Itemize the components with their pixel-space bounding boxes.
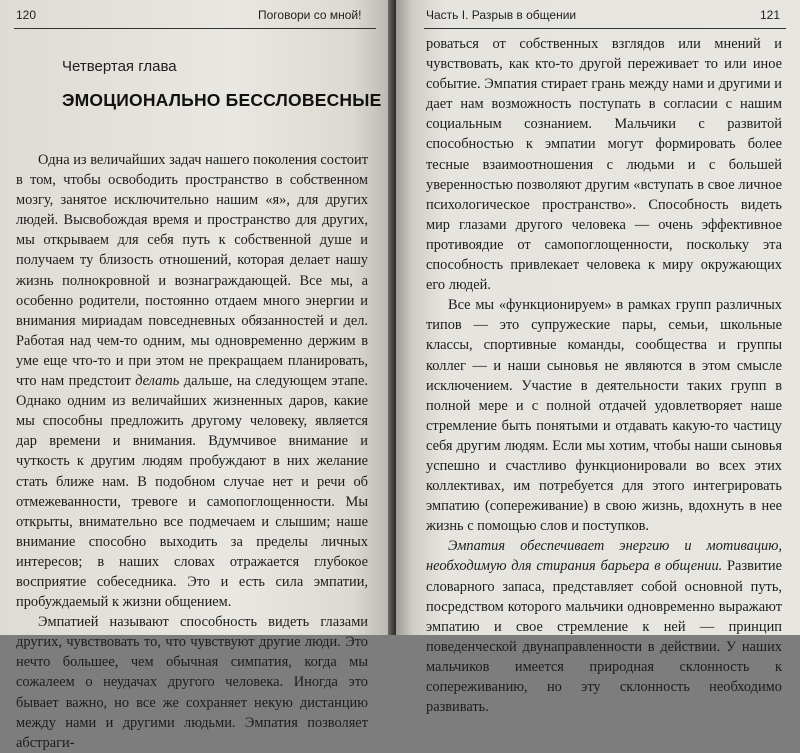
right-body-text [426, 34, 782, 717]
left-paragraph-1-start: Одна из величайших задач нашего поколения состоит в том, чтобы освободить пространство в собственном мозгу, занятое исключительно нашим «я», для других людей. Высвобождая время и пространство для других, мы открываем для себя путь к собственной душе и получаем ту близость отношений, которая делает нашу жизнь полнокровной и вознаграждающей. Все мы, а особенно родители, постоянно отдаем много энергии и внимания мириадам повседневных обязанностей и дел. Работая над чем-то одним, мы одновременно держим в уме еще что-то и при этом не прекращаем планировать, что нам предстоит [16, 152, 368, 390]
right-paragraph-3-end: Развитие словарного запаса, представляет собой основной путь, посредством которого мальчики одновременно выражают эмпатию и свое стремление к ней — принцип поведенческой двунаправленности в действии. У наших мальчиков имеется природная склонность к сопереживанию, но эту склонность необходимо развивать. [426, 558, 782, 716]
right-paragraph-3-italic: Эмпатия обеспечивает энергию и мотивацию, необходимую для стирания барьера в общении. [426, 538, 782, 575]
left-header-rule [14, 28, 376, 29]
left-running-title: Поговори со мной! [258, 8, 362, 22]
right-paragraph-3 [426, 536, 782, 717]
left-paragraph-1-italic: делать [135, 373, 180, 390]
left-body-text [16, 150, 368, 753]
left-page [0, 0, 392, 751]
chapter-label: Четвертая глава [62, 58, 177, 75]
right-page-number: 121 [760, 8, 781, 22]
left-page-number: 120 [16, 8, 37, 22]
left-paragraph-1-end: дальше, на следующем этапе. Однако одним из величайших жизненных даров, какие мы способны предложить другому человеку, является дар времени и внимания. Вдумчивое внимание и чуткость к другим людям пробуждают в них желание стать ближе нам. В подобном случае нет и речи об отмежеванности, тревоге и самопоглощенности. Мы открыты, внимательно все подмечаем и слышим; наше внимание способно выходить за пределы личных интересов; в наших словах отражается глубокое восприятие собеседника. Это и есть сила эмпатии, пробуждаемый к жизни общением. [16, 373, 368, 611]
chapter-title: ЭМОЦИОНАЛЬНО БЕССЛОВЕСНЫЕ [62, 90, 382, 110]
left-paragraph-1 [16, 150, 368, 612]
right-paragraph-2: Все мы «функционируем» в рамках групп различных типов — это супружеские пары, семьи, школьные классы, спортивные команды, сообщества и группы коллег — и наши сыновья не являются в этом смысле исключением. Участие в деятельности таких групп в полной мере и с полной отдачей удовлетворяет наше стремление быть понятыми и отдавать какую-то частицу себя другим людям. Если мы хотим, чтобы наши сыновья успешно и счастливо функционировали во всех этих коллективах, им потребуется для этого интегрировать эмпатию (сопереживание) в свою жизнь, вдохнуть в нее жизнь с помощью слов и поступков. [426, 297, 782, 535]
right-header-rule [424, 28, 786, 29]
right-page [396, 0, 800, 716]
right-paragraph-1: роваться от собственных взглядов или мнений и чувствовать, как кто-то другой переживает то или иное событие. Эмпатия стирает грань между нами и другими и дает нам возможность поступать в согласии с нашим социальным сознанием. Мальчики с развитой способностью к эмпатии могут формировать более тесные взаимоотношения с людьми и с большей уверенностью позволяют другим «вступать в свое личное психологическое пространство». Способность видеть мир глазами другого человека — очень эффективное противоядие от самопоглощенности, поскольку эта способность привлекает человека к миру окружающих его людей. [426, 36, 782, 294]
right-running-title: Часть I. Разрыв в общении [426, 8, 577, 22]
left-paragraph-2: Эмпатией называют способность видеть глазами других, чувствовать то, что чувствуют другие люди. Это нечто большее, чем обычная симпатия, когда мы сожалеем о неудачах другого человека. Иногда это бывает важно, но все же сохраняет некую дистанцию между нами и другими людьми. Эмпатия позволяет абстраги- [16, 614, 368, 751]
